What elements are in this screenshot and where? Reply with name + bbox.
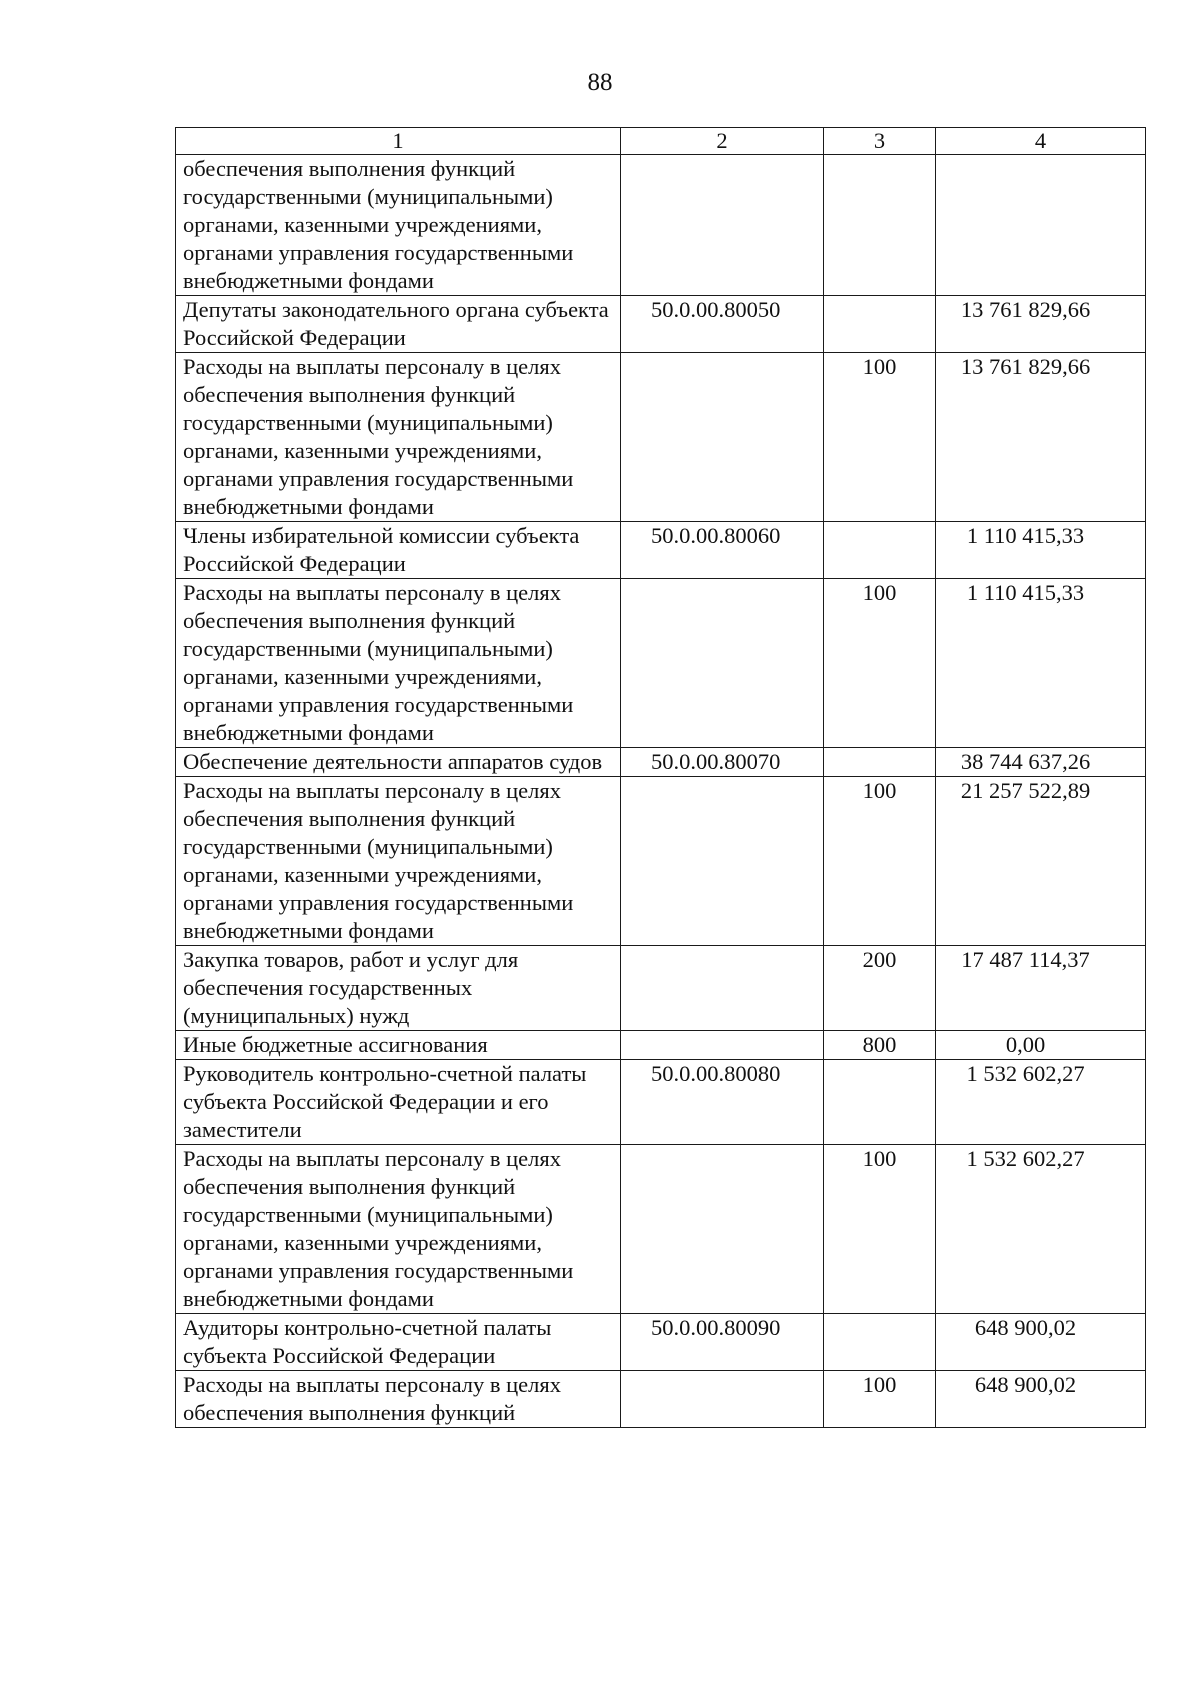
- table-row: [176, 522, 1146, 579]
- table-row: [176, 579, 1146, 748]
- row-type-cell: [824, 155, 936, 296]
- row-amount-cell: 17 487 114,37: [936, 946, 1146, 1031]
- table-row: [176, 748, 1146, 777]
- row-name-cell: Расходы на выплаты персоналу в целях обеспечения выполнения функций государственными (муниципальными) органами, казенными учреждениями, органами управления государственными внебюджетными фондами: [176, 353, 621, 522]
- row-code-cell: 50.0.00.80090: [621, 1314, 824, 1371]
- row-code-cell: [621, 579, 824, 748]
- budget-expenditure-table: [175, 127, 1146, 1428]
- table-row: [176, 1031, 1146, 1060]
- row-name-cell: Обеспечение деятельности аппаратов судов: [176, 748, 621, 777]
- row-type-cell: 100: [824, 579, 936, 748]
- row-name-cell: Расходы на выплаты персоналу в целях обеспечения выполнения функций государственными (муниципальными) органами, казенными учреждениями, органами управления государственными внебюджетными фондами: [176, 579, 621, 748]
- table-row: [176, 777, 1146, 946]
- row-name-cell: Члены избирательной комиссии субъекта Российской Федерации: [176, 522, 621, 579]
- row-type-cell: [824, 522, 936, 579]
- row-code-cell: [621, 1145, 824, 1314]
- row-amount-cell: 1 110 415,33: [936, 579, 1146, 748]
- row-amount-cell: 648 900,02: [936, 1371, 1146, 1428]
- row-amount-cell: 0,00: [936, 1031, 1146, 1060]
- column-header-3: 3: [824, 128, 936, 155]
- table-row: [176, 946, 1146, 1031]
- row-code-cell: 50.0.00.80080: [621, 1060, 824, 1145]
- table-header-row: [176, 128, 1146, 155]
- row-type-cell: [824, 1314, 936, 1371]
- row-code-cell: [621, 946, 824, 1031]
- row-amount-cell: [936, 155, 1146, 296]
- table-row: [176, 353, 1146, 522]
- row-name-cell: Депутаты законодательного органа субъекта Российской Федерации: [176, 296, 621, 353]
- column-header-1: 1: [176, 128, 621, 155]
- column-header-4: 4: [936, 128, 1146, 155]
- row-code-cell: [621, 1031, 824, 1060]
- row-name-cell: обеспечения выполнения функций государственными (муниципальными) органами, казенными учреждениями, органами управления государственными внебюджетными фондами: [176, 155, 621, 296]
- row-amount-cell: 13 761 829,66: [936, 296, 1146, 353]
- row-amount-cell: 1 532 602,27: [936, 1060, 1146, 1145]
- row-type-cell: 100: [824, 1145, 936, 1314]
- table-row: [176, 1145, 1146, 1314]
- row-code-cell: [621, 1371, 824, 1428]
- column-header-2: 2: [621, 128, 824, 155]
- page-number: 88: [587, 69, 613, 96]
- row-type-cell: 100: [824, 1371, 936, 1428]
- row-type-cell: 200: [824, 946, 936, 1031]
- row-type-cell: 100: [824, 353, 936, 522]
- row-name-cell: Расходы на выплаты персоналу в целях обеспечения выполнения функций: [176, 1371, 621, 1428]
- row-code-cell: 50.0.00.80050: [621, 296, 824, 353]
- row-code-cell: [621, 777, 824, 946]
- row-amount-cell: 648 900,02: [936, 1314, 1146, 1371]
- row-name-cell: Закупка товаров, работ и услуг для обеспечения государственных (муниципальных) нужд: [176, 946, 621, 1031]
- row-name-cell: Аудиторы контрольно-счетной палаты субъекта Российской Федерации: [176, 1314, 621, 1371]
- row-code-cell: 50.0.00.80070: [621, 748, 824, 777]
- row-type-cell: 800: [824, 1031, 936, 1060]
- row-name-cell: Руководитель контрольно-счетной палаты субъекта Российской Федерации и его заместители: [176, 1060, 621, 1145]
- row-code-cell: 50.0.00.80060: [621, 522, 824, 579]
- row-name-cell: Расходы на выплаты персоналу в целях обеспечения выполнения функций государственными (муниципальными) органами, казенными учреждениями, органами управления государственными внебюджетными фондами: [176, 777, 621, 946]
- row-code-cell: [621, 353, 824, 522]
- table-row: [176, 155, 1146, 296]
- table-row: [176, 1371, 1146, 1428]
- row-type-cell: [824, 296, 936, 353]
- row-code-cell: [621, 155, 824, 296]
- row-name-cell: Расходы на выплаты персоналу в целях обеспечения выполнения функций государственными (муниципальными) органами, казенными учреждениями, органами управления государственными внебюджетными фондами: [176, 1145, 621, 1314]
- row-type-cell: [824, 1060, 936, 1145]
- row-type-cell: 100: [824, 777, 936, 946]
- row-amount-cell: 21 257 522,89: [936, 777, 1146, 946]
- row-amount-cell: 38 744 637,26: [936, 748, 1146, 777]
- table-row: [176, 1314, 1146, 1371]
- row-amount-cell: 1 532 602,27: [936, 1145, 1146, 1314]
- table-row: [176, 1060, 1146, 1145]
- row-name-cell: Иные бюджетные ассигнования: [176, 1031, 621, 1060]
- row-amount-cell: 1 110 415,33: [936, 522, 1146, 579]
- table-row: [176, 296, 1146, 353]
- row-type-cell: [824, 748, 936, 777]
- row-amount-cell: 13 761 829,66: [936, 353, 1146, 522]
